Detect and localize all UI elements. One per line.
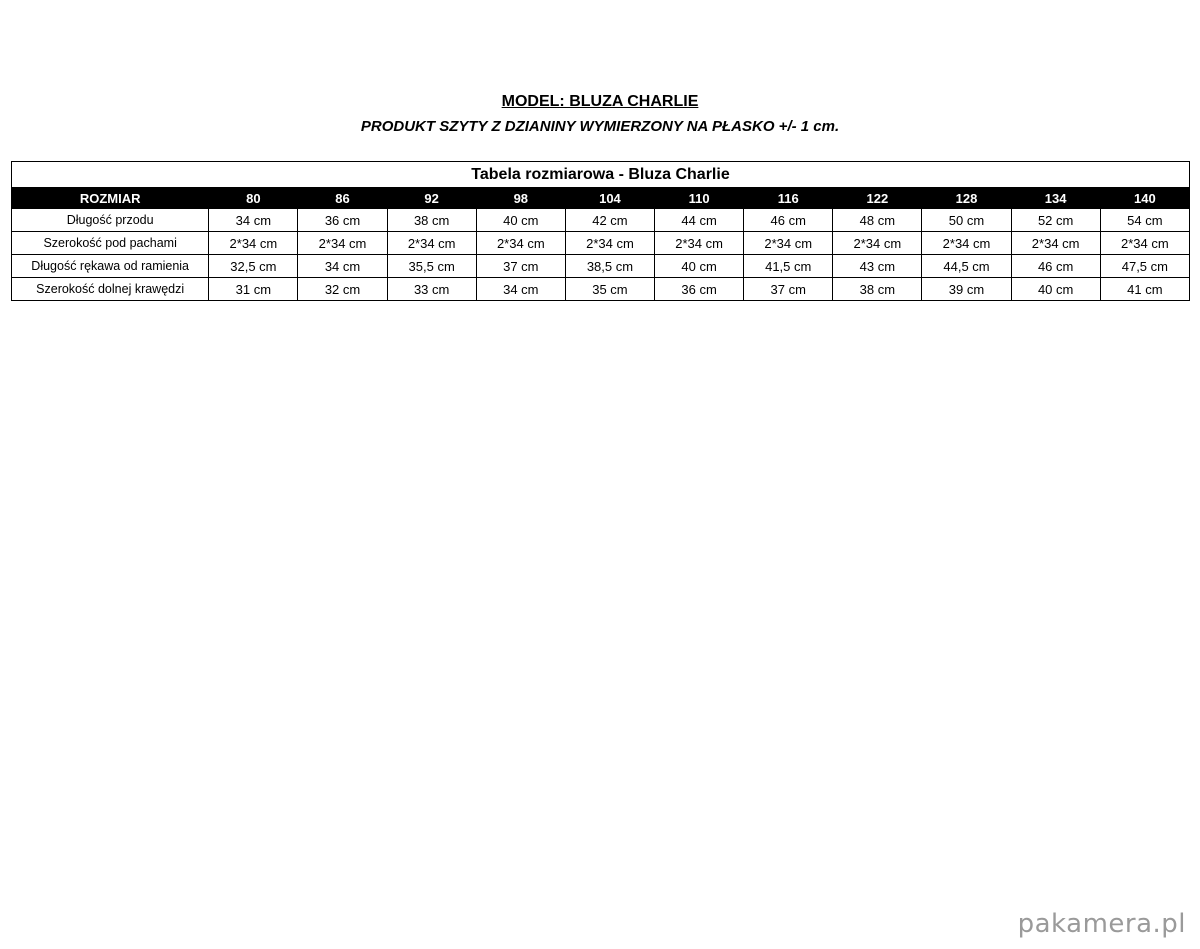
table-cell: 48 cm: [833, 209, 922, 232]
table-cell: 32 cm: [298, 278, 387, 301]
table-cell: 2*34 cm: [565, 232, 654, 255]
table-cell: 2*34 cm: [298, 232, 387, 255]
table-cell: 2*34 cm: [744, 232, 833, 255]
table-cell: 39 cm: [922, 278, 1011, 301]
row-label: Szerokość pod pachami: [12, 232, 209, 255]
table-cell: 52 cm: [1011, 209, 1100, 232]
table-cell: 46 cm: [744, 209, 833, 232]
table-cell: 34 cm: [476, 278, 565, 301]
size-header-cell: 122: [833, 188, 922, 209]
size-header-cell: 110: [655, 188, 744, 209]
table-cell: 38 cm: [833, 278, 922, 301]
table-cell: 46 cm: [1011, 255, 1100, 278]
table-cell: 35 cm: [565, 278, 654, 301]
table-cell: 38,5 cm: [565, 255, 654, 278]
table-cell: 38 cm: [387, 209, 476, 232]
table-cell: 37 cm: [744, 278, 833, 301]
table-cell: 34 cm: [298, 255, 387, 278]
size-header-cell: 86: [298, 188, 387, 209]
table-cell: 41 cm: [1100, 278, 1189, 301]
size-chart-table: [11, 161, 1190, 301]
row-label: Długość rękawa od ramienia: [12, 255, 209, 278]
table-cell: 2*34 cm: [1011, 232, 1100, 255]
table-cell: 35,5 cm: [387, 255, 476, 278]
table-cell: 2*34 cm: [209, 232, 298, 255]
table-cell: 36 cm: [655, 278, 744, 301]
table-cell: 50 cm: [922, 209, 1011, 232]
row-label: Długość przodu: [12, 209, 209, 232]
size-header-cell: 104: [565, 188, 654, 209]
table-cell: 47,5 cm: [1100, 255, 1189, 278]
row-label: Szerokość dolnej krawędzi: [12, 278, 209, 301]
table-cell: 2*34 cm: [387, 232, 476, 255]
table-cell: 2*34 cm: [476, 232, 565, 255]
table-cell: 33 cm: [387, 278, 476, 301]
size-header-cell: 98: [476, 188, 565, 209]
table-cell: 40 cm: [476, 209, 565, 232]
table-cell: 34 cm: [209, 209, 298, 232]
size-header-cell: 128: [922, 188, 1011, 209]
table-row: [12, 209, 1190, 232]
model-title: MODEL: BLUZA CHARLIE: [501, 93, 699, 110]
table-row: [12, 278, 1190, 301]
table-header-row: [12, 188, 1190, 209]
size-header-cell: 140: [1100, 188, 1189, 209]
product-note: PRODUKT SZYTY Z DZIANINY WYMIERZONY NA PŁASKO +/- 1 cm.: [360, 118, 840, 135]
table-cell: 44 cm: [655, 209, 744, 232]
table-title-row: [12, 162, 1190, 188]
table-cell: 2*34 cm: [655, 232, 744, 255]
table-cell: 41,5 cm: [744, 255, 833, 278]
table-row: [12, 255, 1190, 278]
size-header-label: ROZMIAR: [12, 188, 209, 209]
table-cell: 40 cm: [1011, 278, 1100, 301]
table-title: Tabela rozmiarowa - Bluza Charlie: [12, 162, 1190, 188]
table-cell: 36 cm: [298, 209, 387, 232]
watermark-logo: pakamera.pl: [1017, 909, 1186, 939]
table-cell: 2*34 cm: [1100, 232, 1189, 255]
table-cell: 44,5 cm: [922, 255, 1011, 278]
table-cell: 2*34 cm: [833, 232, 922, 255]
table-cell: 32,5 cm: [209, 255, 298, 278]
size-header-cell: 134: [1011, 188, 1100, 209]
table-cell: 31 cm: [209, 278, 298, 301]
table-cell: 37 cm: [476, 255, 565, 278]
size-header-cell: 80: [209, 188, 298, 209]
table-row: [12, 232, 1190, 255]
table-cell: 43 cm: [833, 255, 922, 278]
table-cell: 40 cm: [655, 255, 744, 278]
table-cell: 42 cm: [565, 209, 654, 232]
table-cell: 54 cm: [1100, 209, 1189, 232]
table-cell: 2*34 cm: [922, 232, 1011, 255]
size-header-cell: 92: [387, 188, 476, 209]
size-header-cell: 116: [744, 188, 833, 209]
